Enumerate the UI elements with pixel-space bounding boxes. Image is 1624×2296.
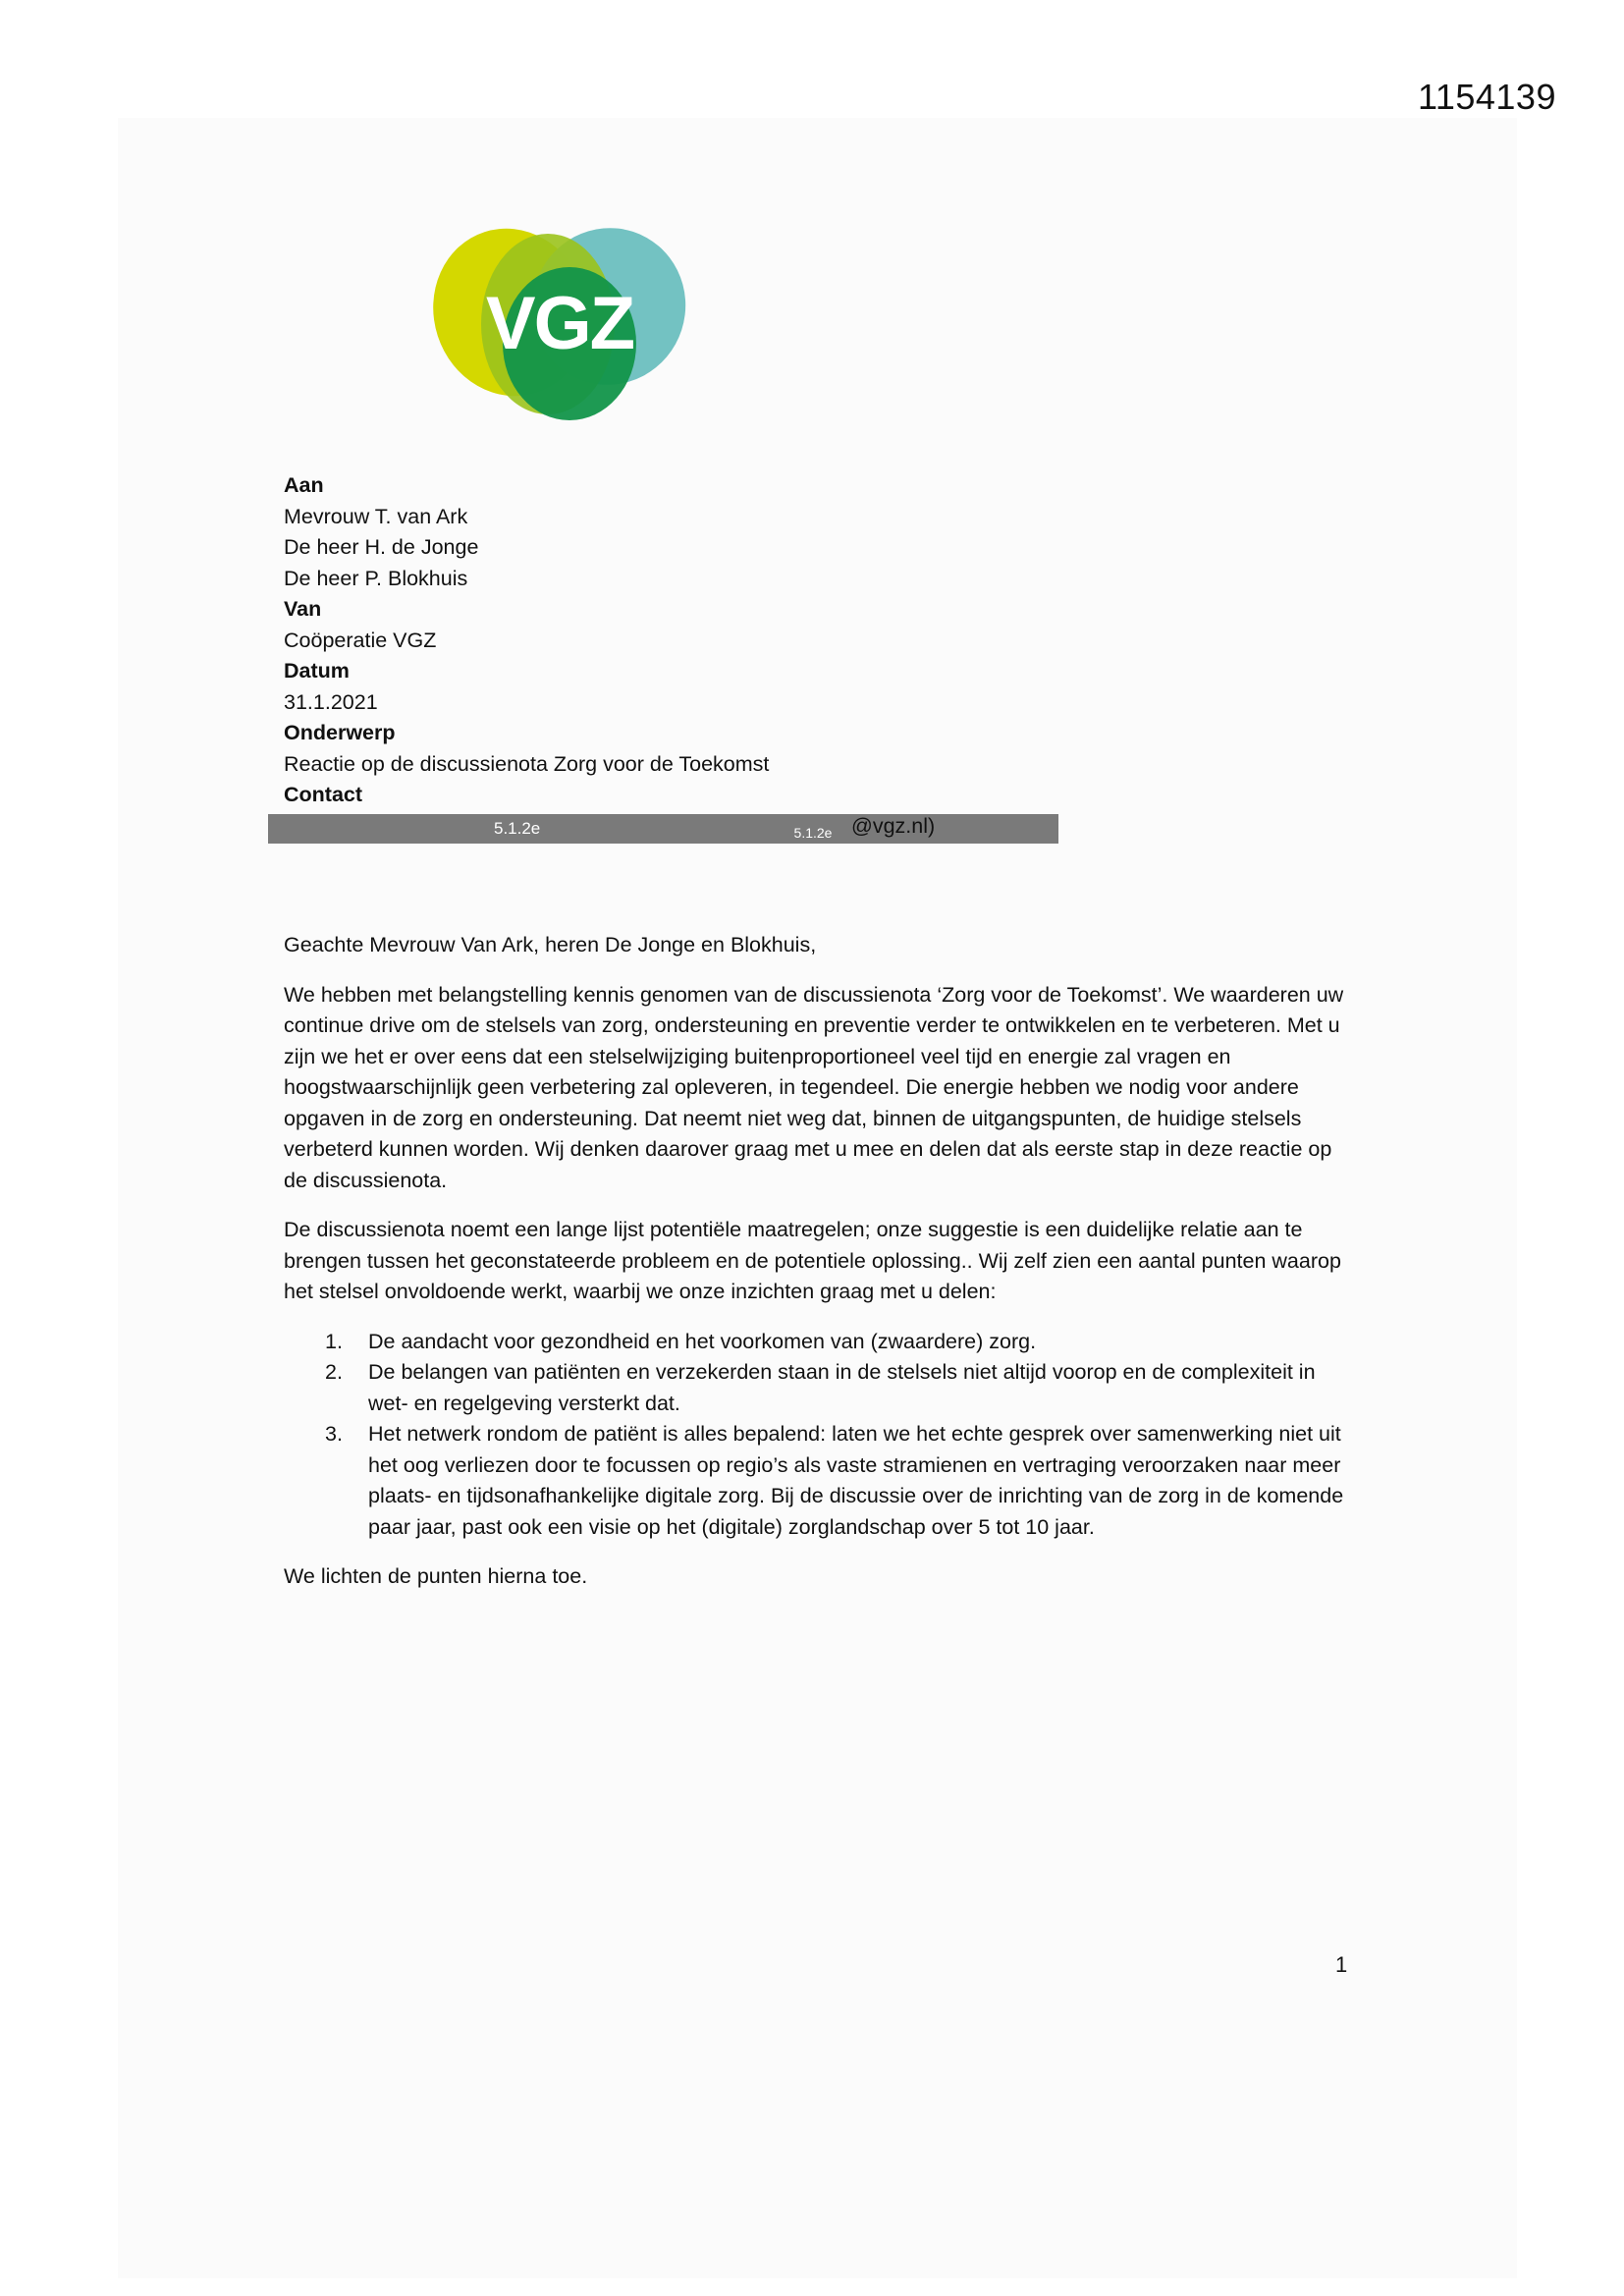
from-value: Coöperatie VGZ: [284, 628, 437, 652]
redaction-block: [268, 814, 1058, 844]
date-label: Datum: [284, 659, 350, 683]
contact-email-tail: @vgz.nl): [851, 813, 936, 838]
recipient-1: Mevrouw T. van Ark: [284, 504, 468, 528]
recipient-3: De heer P. Blokhuis: [284, 566, 468, 590]
list-number: 3.: [325, 1422, 343, 1446]
recipient-2: De heer H. de Jonge: [284, 535, 479, 559]
list-number: 2.: [325, 1360, 343, 1384]
logo-text: VGZ: [485, 282, 634, 365]
list-number: 1.: [325, 1329, 343, 1353]
list-item: [284, 1419, 1354, 1543]
salutation: Geachte Mevrouw Van Ark, heren De Jonge en Blokhuis,: [284, 933, 817, 957]
page-number: 1: [1335, 1952, 1348, 1977]
document-id: 1154139: [1418, 77, 1556, 117]
letter-header: [284, 470, 936, 842]
list-text: De belangen van patiënten en verzekerden staan in de stelsels niet altijd voorop en de complexiteit in wet- en regelgeving versterkt dat.: [368, 1360, 1316, 1415]
contact-row: [284, 811, 936, 843]
subject-value: Reactie op de discussienota Zorg voor de Toekomst: [284, 751, 770, 776]
subject-label: Onderwerp: [284, 721, 396, 744]
redaction-code: 5.1.2e: [494, 818, 541, 838]
contact-label: Contact: [284, 783, 363, 806]
paragraph-1: We hebben met belangstelling kennis genomen van de discussienota ‘Zorg voor de Toekomst’. We waarderen uw continue drive om de stelsels van zorg, ondersteuning en preventie verder te ontwikkelen en te verbeteren. Met u zijn we het er over eens dat een stelselwijziging buitenproportioneel veel tijd en energie zal vragen en hoogstwaarschijnlijk geen verbetering zal opleveren, in tegendeel. Die energie hebben we nodig voor andere opgaven in de zorg en ondersteuning. Dat neemt niet weg dat, binnen de uitgangspunten, de huidige stelsels verbeterd kunnen worden. Wij denken daarover graag met u mee en delen dat als eerste stap in deze reactie op de discussienota.: [284, 982, 1344, 1192]
to-label: Aan: [284, 473, 324, 497]
list-text: De aandacht voor gezondheid en het voorkomen van (zwaardere) zorg.: [368, 1329, 1037, 1353]
paragraph-2: De discussienota noemt een lange lijst potentiële maatregelen; onze suggestie is een duidelijke relatie aan te brengen tussen het geconstateerde probleem en de potentiele oplossing.. Wij zelf zien een aantal punten waarop het stelsel onvoldoende werkt, waarbij we onze inzichten graag met u delen:: [284, 1218, 1341, 1303]
list-text: Het netwerk rondom de patiënt is alles bepalend: laten we het echte gesprek over samenwerking niet uit het oog verliezen door te focussen op regio’s als vaste stramienen en vertraging veroorzaken naar meer plaats- en tijdsonafhankelijke digitale zorg. Bij de discussie over de inrichting van de zorg in de komende paar jaar, past ook een visie op het (digitale) zorglandschap over 5 tot 10 jaar.: [368, 1422, 1344, 1539]
list-item: [284, 1357, 1354, 1419]
list-item: [284, 1327, 1354, 1358]
letter-body: [284, 930, 1354, 1612]
points-list: [284, 1327, 1354, 1544]
date-value: 31.1.2021: [284, 689, 378, 714]
from-label: Van: [284, 597, 322, 621]
vgz-logo: [432, 226, 687, 422]
closing: We lichten de punten hierna toe.: [284, 1564, 588, 1588]
email-redaction-block: 5.1.2e: [775, 822, 851, 844]
